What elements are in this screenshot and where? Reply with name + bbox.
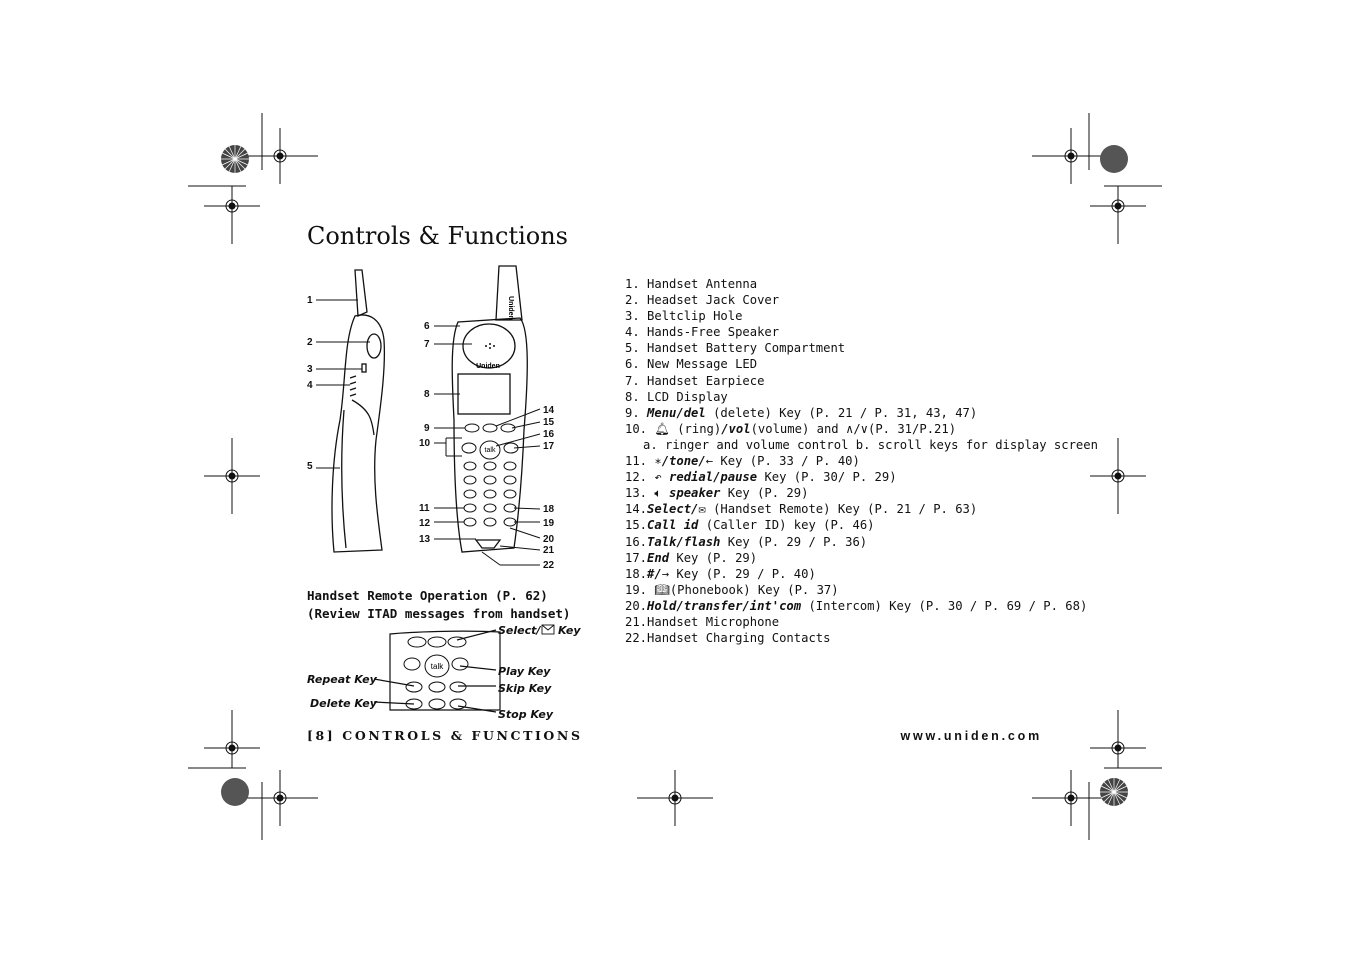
remote-talk-label: talk [430, 662, 444, 671]
remote-keypad-outline [390, 631, 500, 710]
list-item: 18.#/→ Key (P. 29 / P. 40) [625, 566, 816, 581]
callout-2: 2 [307, 337, 313, 348]
list-item: 8. LCD Display [625, 389, 728, 404]
envelope-icon [542, 625, 554, 634]
repeat-key-label: Repeat Key [307, 673, 377, 686]
delete-key-label: Delete Key [310, 697, 377, 710]
side-antenna [355, 270, 367, 316]
list-item: 10. 🔔︎ (ring)/vol(volume) and ∧/∨(P. 31/P.21) [625, 421, 957, 436]
list-item: 16.Talk/flash Key (P. 29 / P. 36) [625, 534, 868, 549]
bell-icon: 🔔︎ [654, 421, 670, 436]
list-item: 14.Select/✉ (Handset Remote) Key (P. 21 / P. 63) [625, 502, 978, 517]
list-item: 9. Menu/del (delete) Key (P. 21 / P. 31, 43, 47) [625, 405, 978, 420]
list-item: 12. ↶ redial/pause Key (P. 30/ P. 29) [625, 470, 897, 485]
list-item: 13. 🔈︎ speaker Key (P. 29) [625, 486, 809, 501]
earpiece [463, 324, 515, 368]
callout-12: 12 [419, 518, 431, 529]
page-footer-section: [8] CONTROLS & FUNCTIONS [307, 728, 583, 743]
remote-heading-line-2: (Review ITAD messages from handset) [307, 606, 571, 621]
headset-jack-cover [367, 334, 381, 358]
list-item: 4. Hands-Free Speaker [625, 325, 780, 340]
list-item: 5. Handset Battery Compartment [625, 341, 846, 356]
list-item: 22.Handset Charging Contacts [625, 631, 831, 646]
list-item: 6. New Message LED [625, 357, 758, 372]
callout-9: 9 [424, 423, 430, 434]
callout-20: 20 [543, 534, 555, 545]
front-body [452, 318, 527, 552]
callout-17: 17 [543, 441, 555, 452]
star-icon: ∗ [654, 454, 662, 469]
list-item: 1. Handset Antenna [625, 277, 758, 291]
callout-4: 4 [307, 380, 313, 391]
scroll-arrows-icon: ∧/∨ [845, 421, 868, 436]
phonebook-icon: 📖︎ [654, 582, 670, 597]
remote-heading-line-1: Handset Remote Operation (P. 62) [307, 588, 548, 603]
callout-8: 8 [424, 389, 430, 400]
envelope-icon: ✉ [698, 502, 706, 517]
list-item: 11. ∗/tone/← Key (P. 33 / P. 40) [625, 454, 860, 469]
list-item: 2. Headset Jack Cover [625, 293, 780, 308]
brand-text: Uniden [476, 363, 500, 370]
select-key-label: Select/ [498, 624, 541, 637]
list-item: 20.Hold/transfer/int'com (Intercom) Key (P. 30 / P. 69 / P. 68) [625, 598, 1088, 613]
list-item: 17.End Key (P. 29) [625, 550, 758, 565]
callout-14: 14 [543, 405, 555, 416]
callout-19: 19 [543, 518, 555, 529]
talk-key-label: talk [484, 447, 496, 454]
callout-21: 21 [543, 545, 555, 556]
callout-15: 15 [543, 417, 555, 428]
redial-icon: ↶ [654, 470, 662, 485]
callout-10: 10 [419, 438, 431, 449]
callout-5: 5 [307, 461, 313, 472]
play-key-label: Play Key [498, 665, 551, 678]
lcd-display [458, 374, 510, 414]
side-body [332, 315, 384, 552]
callout-16: 16 [543, 429, 555, 440]
remote-keys-diagram [300, 620, 590, 730]
footer-website-link[interactable]: www.uniden.com [900, 729, 1042, 743]
list-item: 15.Call id (Caller ID) key (P. 46) [625, 518, 875, 533]
page-title: Controls & Functions [307, 222, 568, 250]
callout-13: 13 [419, 534, 431, 545]
list-item: 19. 📖︎(Phonebook) Key (P. 37) [625, 582, 839, 597]
left-arrow-icon: ← [705, 454, 714, 469]
callout-11: 11 [419, 503, 430, 514]
callout-3: 3 [307, 364, 313, 375]
speaker-icon: 🔈︎ [654, 486, 662, 501]
callout-18: 18 [543, 504, 555, 515]
skip-key-label: Skip Key [498, 682, 552, 695]
callout-22: 22 [543, 560, 555, 571]
antenna-brand-text: Uniden [507, 296, 514, 320]
list-item: 21.Handset Microphone [625, 614, 780, 629]
right-arrow-icon: → [661, 566, 670, 581]
callout-1: 1 [307, 295, 313, 306]
controls-list [625, 276, 1098, 646]
stop-key-label: Stop Key [498, 708, 553, 721]
select-key-suffix: Key [558, 624, 581, 637]
remote-operation-heading [307, 587, 570, 623]
callout-6: 6 [424, 321, 430, 332]
callout-7: 7 [424, 339, 430, 350]
list-item-note: a. ringer and volume control b. scroll keys for display screen [643, 437, 1098, 452]
handset-diagram [300, 260, 575, 575]
list-item: 7. Handset Earpiece [625, 373, 765, 388]
list-item: 3. Beltclip Hole [625, 309, 743, 324]
